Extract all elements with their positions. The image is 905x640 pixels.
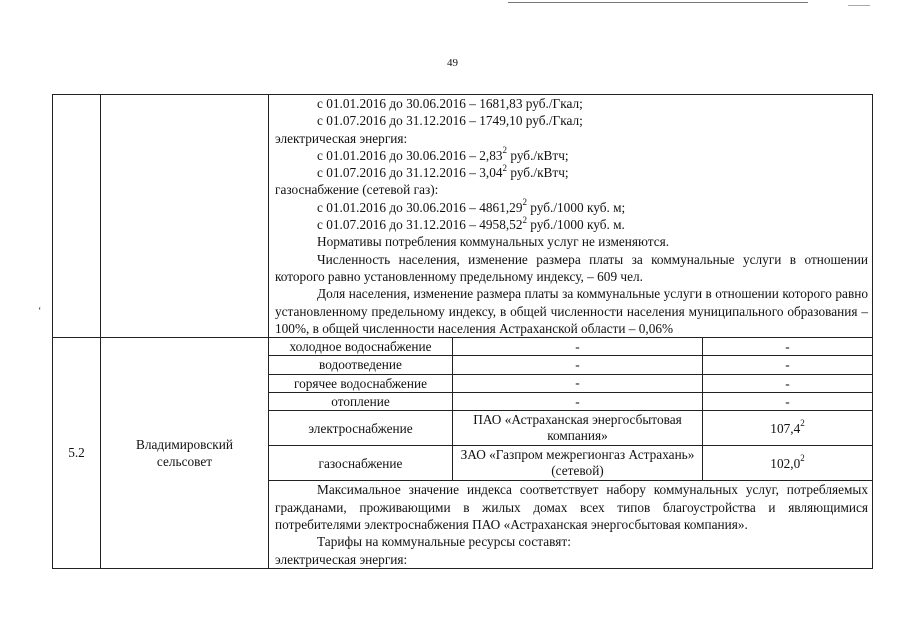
heat-tariff-line: с 01.07.2016 до 31.12.2016 – 1749,10 руб./Гкал;: [317, 113, 583, 129]
max-index-paragraph: Максимальное значение индекса соответствует набору коммунальных услуг, потребляемых гражданами, проживающими в жилых домах всех типов благоустройства и являющимися потребителями электроснабжения ПАО «Астраханская энергосбытовая компания».: [275, 482, 869, 532]
utility-index: -: [703, 374, 873, 392]
utility-name: газоснабжение: [269, 446, 453, 481]
population-share-paragraph: Доля населения, изменение размера платы за коммунальные услуги в отношении которого равно установленному предельному индексу, в общей численности населения муниципального образования – 100%, в общей численности населения Астраханской области – 0,06%: [275, 286, 869, 336]
gas-tariff-line: с 01.07.2016 до 31.12.2016 – 4958,52$^2$ руб./1000 куб. м.: [317, 214, 625, 233]
table-row-previous: [53, 95, 873, 338]
tariff-table: [52, 94, 873, 569]
electricity-tariff-line: с 01.07.2016 до 31.12.2016 – 3,04$^2$ руб./кВтч;: [317, 162, 569, 181]
utility-name: горячее водоснабжение: [269, 374, 453, 392]
table-row-utility: [53, 338, 873, 356]
utility-organization: ЗАО «Газпром межрегионгаз Астрахань» (сетевой): [453, 446, 703, 481]
electricity-heading: электрическая энергия:: [275, 551, 408, 567]
utility-name: холодное водоснабжение: [269, 338, 453, 356]
utility-organization: -: [453, 356, 703, 374]
section-number: 5.2: [53, 338, 101, 569]
scan-artifact: ʻ: [38, 306, 42, 317]
utility-organization: -: [453, 374, 703, 392]
utility-name: водоотведение: [269, 356, 453, 374]
electricity-tariff-line: с 01.01.2016 до 30.06.2016 – 2,83$^2$ руб./кВтч;: [317, 145, 569, 163]
utility-organization: -: [453, 393, 703, 411]
utility-organization: -: [453, 338, 703, 356]
section-name: Владимировский сельсовет: [101, 338, 269, 569]
heat-tariff-line: с 01.01.2016 до 30.06.2016 – 1681,83 руб./Гкал;: [317, 96, 583, 111]
utility-index: -: [703, 393, 873, 411]
utility-index: 107,4$^2$: [703, 411, 873, 446]
top-edge-mark: [848, 5, 870, 6]
electricity-heading: электрическая энергия:: [275, 130, 408, 146]
utility-organization: ПАО «Астраханская энергосбытовая компания»: [453, 411, 703, 446]
tariffs-intro: Тарифы на коммунальные ресурсы составят:: [317, 534, 571, 550]
previous-section-content: [269, 95, 873, 338]
utility-name: отопление: [269, 393, 453, 411]
norms-paragraph: Нормативы потребления коммунальных услуг не изменяются.: [317, 234, 670, 250]
utility-index: 102,0$^2$: [703, 446, 873, 481]
utility-index: -: [703, 338, 873, 356]
top-edge-line: [508, 2, 808, 3]
page-number: 49: [447, 57, 458, 69]
utility-index: -: [703, 356, 873, 374]
gas-heading: газоснабжение (сетевой газ):: [275, 182, 439, 198]
section-notes: [269, 481, 873, 568]
gas-tariff-line: с 01.01.2016 до 30.06.2016 – 4861,29$^2$ руб./1000 куб. м;: [317, 197, 626, 215]
cell-name-empty: [101, 95, 269, 338]
utility-name: электроснабжение: [269, 411, 453, 446]
population-paragraph: Численность населения, изменение размера платы за коммунальные услуги в отношении которого равно установленному предельному индексу, – 609 чел.: [275, 251, 869, 284]
cell-number-empty: [53, 95, 101, 338]
